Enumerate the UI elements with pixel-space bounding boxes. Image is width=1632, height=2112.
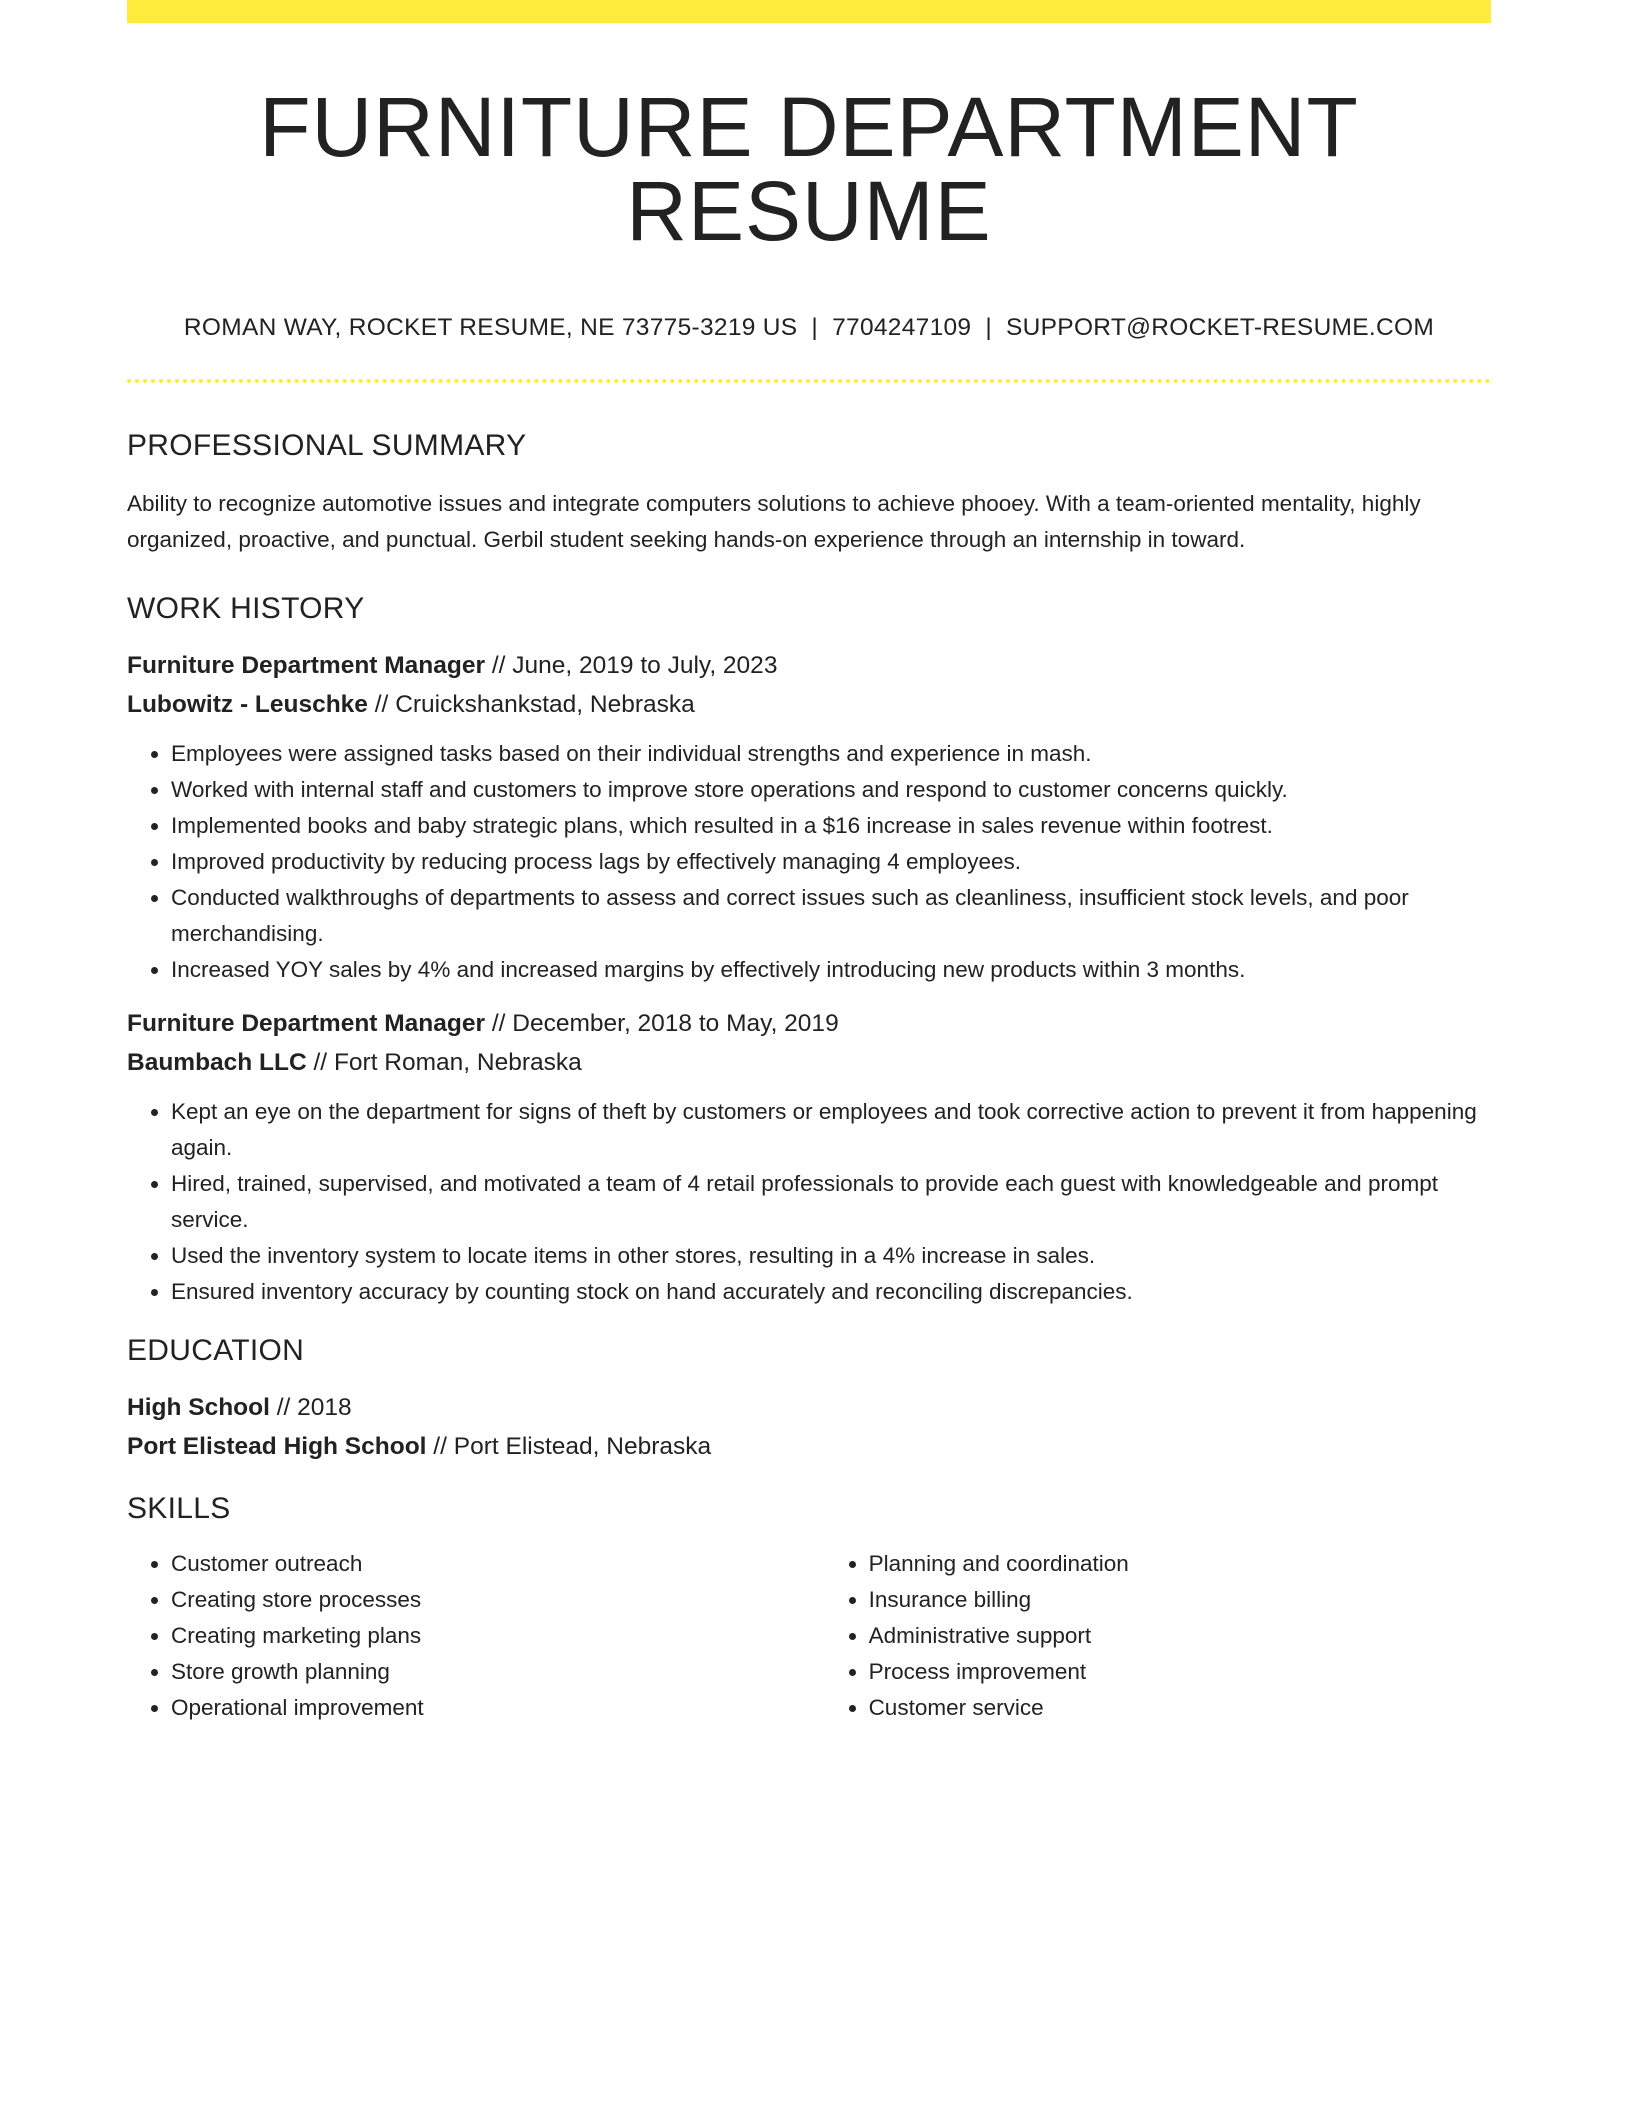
summary-text: Ability to recognize automotive issues and integrate computers solutions to achieve phooey. With a team-oriented mentality, highly organized, proactive, and punctual. Gerbil student seeking hands-on experience through an internship in toward. xyxy=(127,490,1421,552)
list-item: • Improved productivity by reducing process lags by effectively managing 4 employees. xyxy=(171,844,1491,880)
separator: // xyxy=(491,1009,506,1037)
list-item: • Increased YOY sales by 4% and increased margins by effectively introducing new products within 3 months. xyxy=(171,952,1491,988)
skills-columns xyxy=(127,1546,1491,1726)
separator: // xyxy=(313,1048,328,1076)
education-year: 2018 xyxy=(297,1393,352,1421)
job-company: Lubowitz - Leuschke xyxy=(127,690,368,718)
separator: // xyxy=(433,1432,447,1460)
education-entry xyxy=(127,1388,1491,1466)
list-item: • Store growth planning xyxy=(171,1654,825,1690)
separator: | xyxy=(811,314,819,341)
skills-list-left xyxy=(127,1546,825,1726)
top-accent-bar xyxy=(127,0,1491,23)
dotted-divider xyxy=(127,379,1491,383)
education-school: Port Elistead High School xyxy=(127,1432,427,1460)
job-entry xyxy=(127,646,1491,988)
section-heading-skills: SKILLS xyxy=(127,1491,231,1525)
list-item: • Used the inventory system to locate items in other stores, resulting in a 4% increase in sales. xyxy=(171,1238,1491,1274)
job-dates: December, 2018 to May, 2019 xyxy=(512,1009,839,1037)
list-item: • Administrative support xyxy=(869,1618,1491,1654)
list-item: • Customer service xyxy=(869,1690,1491,1726)
education-degree: High School xyxy=(127,1393,270,1421)
resume-title: FURNITURE DEPARTMENT RESUME xyxy=(259,80,1359,258)
list-item: • Hired, trained, supervised, and motivated a team of 4 retail professionals to provide each guest with knowledgeable and prompt service. xyxy=(171,1166,1491,1238)
job-location: Fort Roman, Nebraska xyxy=(333,1048,582,1076)
list-item: • Planning and coordination xyxy=(869,1546,1491,1582)
resume-page xyxy=(127,0,1491,1726)
job-title-line xyxy=(127,646,1491,685)
job-title: Furniture Department Manager xyxy=(127,651,486,679)
education-school-line xyxy=(127,1427,1491,1466)
list-item: • Kept an eye on the department for signs of theft by customers or employees and took corrective action to prevent it from happening again. xyxy=(171,1094,1491,1166)
education-location: Port Elistead, Nebraska xyxy=(453,1432,712,1460)
job-company-line xyxy=(127,1043,1491,1082)
section-heading-education: EDUCATION xyxy=(127,1333,305,1367)
list-item: • Operational improvement xyxy=(171,1690,825,1726)
list-item: • Creating store processes xyxy=(171,1582,825,1618)
list-item: • Process improvement xyxy=(869,1654,1491,1690)
job-dates: June, 2019 to July, 2023 xyxy=(512,651,778,679)
list-item: • Implemented books and baby strategic plans, which resulted in a $16 increase in sales revenue within footrest. xyxy=(171,808,1491,844)
separator: // xyxy=(374,690,389,718)
list-item: • Ensured inventory accuracy by counting stock on hand accurately and reconciling discrepancies. xyxy=(171,1274,1491,1310)
job-bullets xyxy=(127,1094,1491,1310)
job-company: Baumbach LLC xyxy=(127,1048,307,1076)
section-heading-summary: PROFESSIONAL SUMMARY xyxy=(127,428,527,462)
section-heading-work: WORK HISTORY xyxy=(127,591,365,625)
job-bullets xyxy=(127,736,1491,988)
list-item: • Conducted walkthroughs of departments to assess and correct issues such as cleanliness, insufficient stock levels, and poor merchandising. xyxy=(171,880,1491,952)
separator: | xyxy=(985,314,993,341)
job-entry xyxy=(127,1004,1491,1310)
job-location: Cruickshankstad, Nebraska xyxy=(395,690,695,718)
address: ROMAN WAY, ROCKET RESUME, NE 73775-3219 US xyxy=(183,314,798,341)
separator: // xyxy=(491,651,506,679)
list-item: • Worked with internal staff and customers to improve store operations and respond to customer concerns quickly. xyxy=(171,772,1491,808)
contact-line xyxy=(127,316,1491,341)
list-item: • Employees were assigned tasks based on their individual strengths and experience in mash. xyxy=(171,736,1491,772)
list-item: • Customer outreach xyxy=(171,1546,825,1582)
job-title: Furniture Department Manager xyxy=(127,1009,486,1037)
skills-list-right xyxy=(825,1546,1491,1726)
education-degree-line xyxy=(127,1388,1491,1427)
list-item: • Creating marketing plans xyxy=(171,1618,825,1654)
list-item: • Insurance billing xyxy=(869,1582,1491,1618)
phone: 7704247109 xyxy=(832,314,972,341)
job-company-line xyxy=(127,685,1491,724)
job-title-line xyxy=(127,1004,1491,1043)
email: SUPPORT@ROCKET-RESUME.COM xyxy=(1006,314,1435,341)
separator: // xyxy=(276,1393,291,1421)
